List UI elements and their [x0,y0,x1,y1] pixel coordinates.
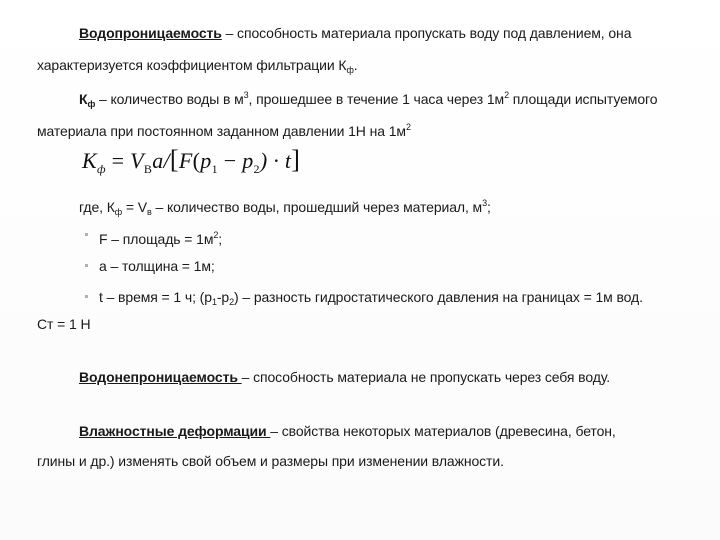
formula-dot-t: ) · t [259,148,292,173]
where-c-sup: 3 [482,198,487,208]
sup-2b: 2 [405,122,411,132]
bullet-marker [85,233,88,236]
term-moisture-deformation: Влажностные деформации [79,423,271,439]
formula-F: F [178,148,193,173]
bullet-time-a: t – время = 1 ч; (p [99,289,212,305]
kf-text-b: , прошедшее в течение 1 часа через 1м [248,91,505,107]
bullet-area-text: F – площадь = 1м [99,231,214,247]
formula-a-slash: a/ [152,148,170,173]
formula-p1: p [200,148,212,173]
where-d: ; [487,199,491,215]
where-a-sub: ф [114,207,123,217]
paragraph-permeability-line2 [37,56,720,79]
kf-text-c: площади испытуемого [508,91,658,107]
paragraph-moisture-line1 [79,422,720,440]
where-line [79,194,720,221]
moisture-definition-cont: глины и др.) изменять свой объем и размеры при изменении влажности. [37,453,504,469]
formula-K-sub: ф [96,162,106,176]
paragraph-kf-line2 [37,118,720,140]
formula-p2: p [242,148,254,173]
moisture-definition: – свойства некоторых материалов (древесина, бетон, [270,423,616,439]
paragraph-permeability-line1 [79,24,720,42]
paragraph-kf-line1 [79,86,720,113]
bullet-time-sub2: 2 [229,297,234,307]
bullet-marker [85,295,88,298]
kf-text-a: – количество воды в м [95,91,244,107]
where-c: – количество воды, прошедший через материал, м [151,199,483,215]
subscript-f: ф [346,65,354,75]
paragraph-moisture-line2 [37,452,720,470]
where-b-sub: в [147,207,152,217]
filtration-formula [82,145,300,177]
bullet-area-end: ; [218,231,223,247]
period: . [353,57,358,73]
bullet-time-sub1: 1 [211,297,217,307]
where-a: где, К [79,199,115,215]
st-text: Ст = 1 Н [37,316,91,332]
formula-minus: − [217,148,243,173]
kf-subscript: ф [87,99,96,109]
sup-2: 2 [504,90,509,100]
kf-text-line2: материала при постоянном заданном давлении 1Н на 1м [37,123,406,139]
term-permeability: Водопроницаемость [79,25,222,41]
formula-close-bracket: ] [291,145,301,174]
permeability-definition: – способность материала пропускать воду под давлением, она [221,25,632,41]
term-impermeability: Водонепроницаемость [79,369,242,385]
formula-open-bracket: [ [169,145,179,174]
formula-K: K [82,148,97,173]
impermeability-definition: – способность материала не пропускать через себя воду. [241,369,611,385]
formula-V: V [130,148,144,173]
formula-eq: = [105,148,131,173]
bullet-area-sup: 2 [213,230,219,240]
bullet-time [99,288,720,311]
formula-p2-sub: 2 [253,162,260,176]
formula-V-sub: В [143,162,153,176]
formula-p1-sub: 1 [211,162,218,176]
permeability-definition-cont: характеризуется коэффициентом фильтрации К [37,57,347,73]
st-line [37,315,720,333]
kf-symbol: К [79,91,88,107]
sup-3: 3 [243,90,249,100]
bullet-time-mid: -p [216,289,230,305]
where-b: = V [122,199,147,215]
paragraph-impermeability [79,368,720,386]
bullet-thickness-text: a – толщина = 1м; [99,258,215,274]
bullet-thickness [99,257,720,275]
bullet-area [99,226,720,248]
bullet-marker [85,264,88,267]
formula-open-paren: ( [192,148,201,173]
bullet-time-b: ) – разность гидростатического давления на границах = 1м вод. [234,289,643,305]
